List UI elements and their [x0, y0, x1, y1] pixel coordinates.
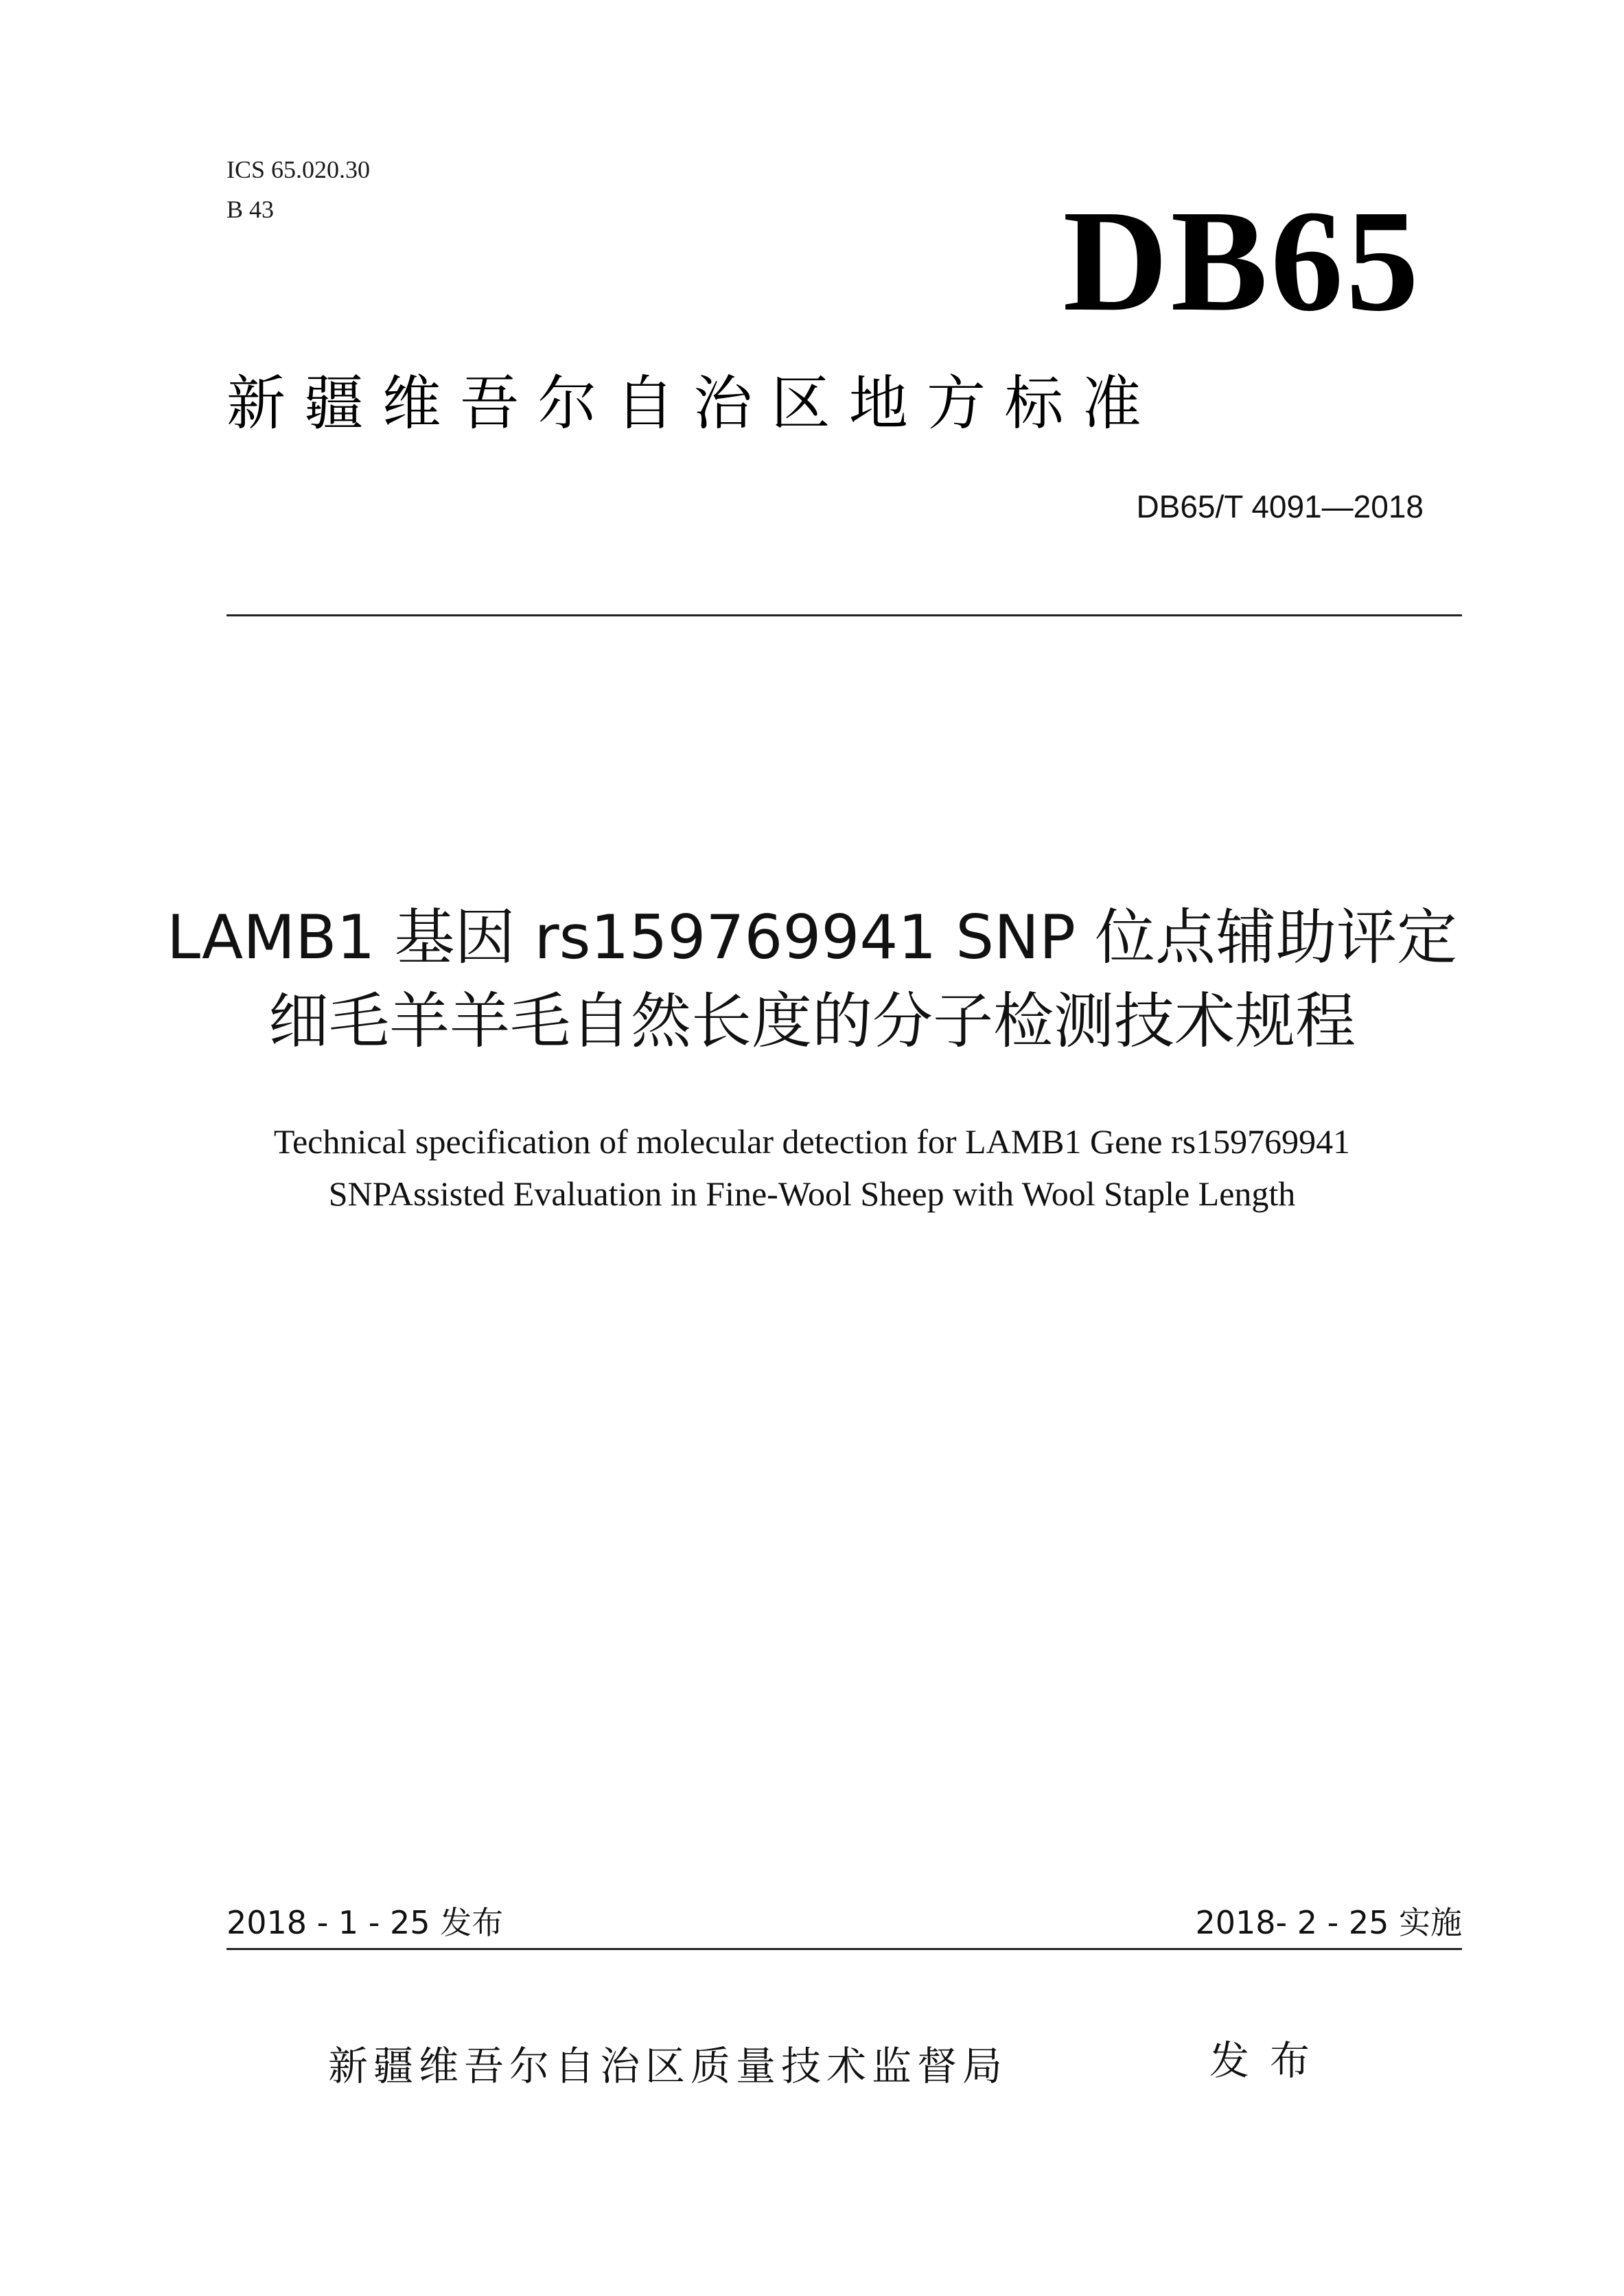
ics-code: ICS 65.020.30 [227, 156, 371, 183]
ccs-code: B 43 [227, 196, 275, 223]
implementation-date: 2018- 2 - 25 实施 [1195, 1904, 1462, 1941]
db65-logo: DB65 [1063, 180, 1422, 341]
chinese-title-line-2: 细毛羊羊毛自然长度的分子检测技术规程 [268, 986, 1356, 1056]
english-title-line-2: SNPAssisted Evaluation in Fine-Wool Sheep with Wool Staple Length [328, 1174, 1296, 1213]
english-title [0, 1115, 1624, 1220]
standard-number: DB65/T 4091—2018 [1136, 489, 1424, 524]
publish-label: 发布 [1209, 2037, 1331, 2084]
bottom-divider [227, 1948, 1462, 1950]
issue-date: 2018 - 1 - 25 发布 [227, 1904, 504, 1941]
classification-codes [227, 150, 370, 229]
standard-type-heading [227, 362, 1462, 445]
chinese-title-line-1: LAMB1 基因 rs159769941 SNP 位点辅助评定 [166, 902, 1458, 973]
chinese-title [0, 896, 1624, 1063]
top-divider [227, 614, 1462, 616]
issuing-authority: 新疆维吾尔自治区质量技术监督局 [328, 2043, 1008, 2089]
english-title-line-1: Technical specification of molecular detection for LAMB1 Gene rs159769941 [273, 1122, 1351, 1161]
standard-type-text: 新 疆 维 吾 尔 自 治 区 地 方 标 准 [227, 369, 1141, 438]
